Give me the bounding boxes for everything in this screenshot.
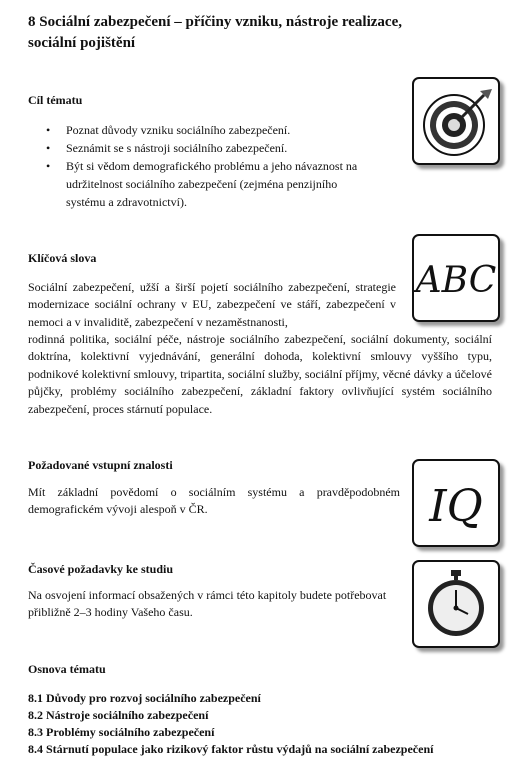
time-heading: Časové požadavky ke studiu — [28, 562, 174, 576]
goal-item-1: • Poznat důvody vzniku sociálního zabezpečení. — [28, 121, 408, 139]
keywords-text-wide: rodinná politika, sociální péče, nástroje sociálního zabezpečení, sociální dokumenty, sociální doktrína, kolektivní vyjednávání, generální dohoda, kolektivní smlouvy vyššího typu, podnikové kolektivní smlouvy, tripartita, sociální služby, sociální příjmy, věcné dávky a účelové půjčky, problémy sociálního zabezpečení, základní faktory ovlivňující systém sociálního zabezpečení, proces stárnutí populace. — [28, 332, 492, 416]
prerequisites-text: Mít základní povědomí o sociálním systému a pravděpodobném demografickém vývoji alespoň v ČR. — [28, 485, 400, 517]
outline-heading: Osnova tématu — [28, 662, 106, 676]
goals-list — [28, 121, 408, 211]
keywords-heading: Klíčová slova — [28, 251, 97, 265]
time-text: Na osvojení informací obsažených v rámci této kapitoly budete potřebovat přibližně 2–3 hodiny Vašeho času. — [28, 588, 387, 620]
keywords-text-narrow: Sociální zabezpečení, užší a širší pojetí sociálního zabezpečení, strategie modernizace sociální ochrany v EU, zabezpečení ve stáří, zabezpečení v nemoci a v invaliditě, zabezpečení v nezaměstnanosti, — [28, 280, 396, 329]
goal-item-2: • Seznámit se s nástroji sociálního zabezpečení. — [28, 139, 408, 157]
prerequisites-heading: Požadované vstupní znalosti — [28, 458, 173, 472]
target-icon — [412, 77, 500, 165]
chapter-title-line-2: sociální pojištění — [28, 35, 136, 51]
chapter-title — [28, 12, 428, 54]
outline-item-2: 8.2 Nástroje sociálního zabezpečení — [28, 708, 209, 722]
outline-item-1: 8.1 Důvody pro rozvoj sociálního zabezpečení — [28, 691, 261, 705]
abc-letters: ABC — [415, 260, 497, 301]
outline-item-3: 8.3 Problémy sociálního zabezpečení — [28, 725, 215, 739]
iq-letters: IQ — [429, 481, 483, 532]
goal-item-3: • Být si vědom demografického problému a jeho návaznost na udržitelnost sociálního zabezpečení (zejména penzijního systému a zdravotnictví). — [28, 157, 408, 211]
outline-item-4: 8.4 Stárnutí populace jako rizikový faktor růstu výdajů na sociální zabezpečení — [28, 742, 434, 756]
chapter-title-line-1: 8 Sociální zabezpečení – příčiny vzniku, nástroje realizace, — [28, 14, 402, 30]
outline-list — [28, 690, 433, 758]
iq-icon — [412, 459, 500, 547]
abc-icon — [412, 234, 500, 322]
goals-heading: Cíl tématu — [28, 93, 83, 107]
stopwatch-icon — [412, 560, 500, 648]
